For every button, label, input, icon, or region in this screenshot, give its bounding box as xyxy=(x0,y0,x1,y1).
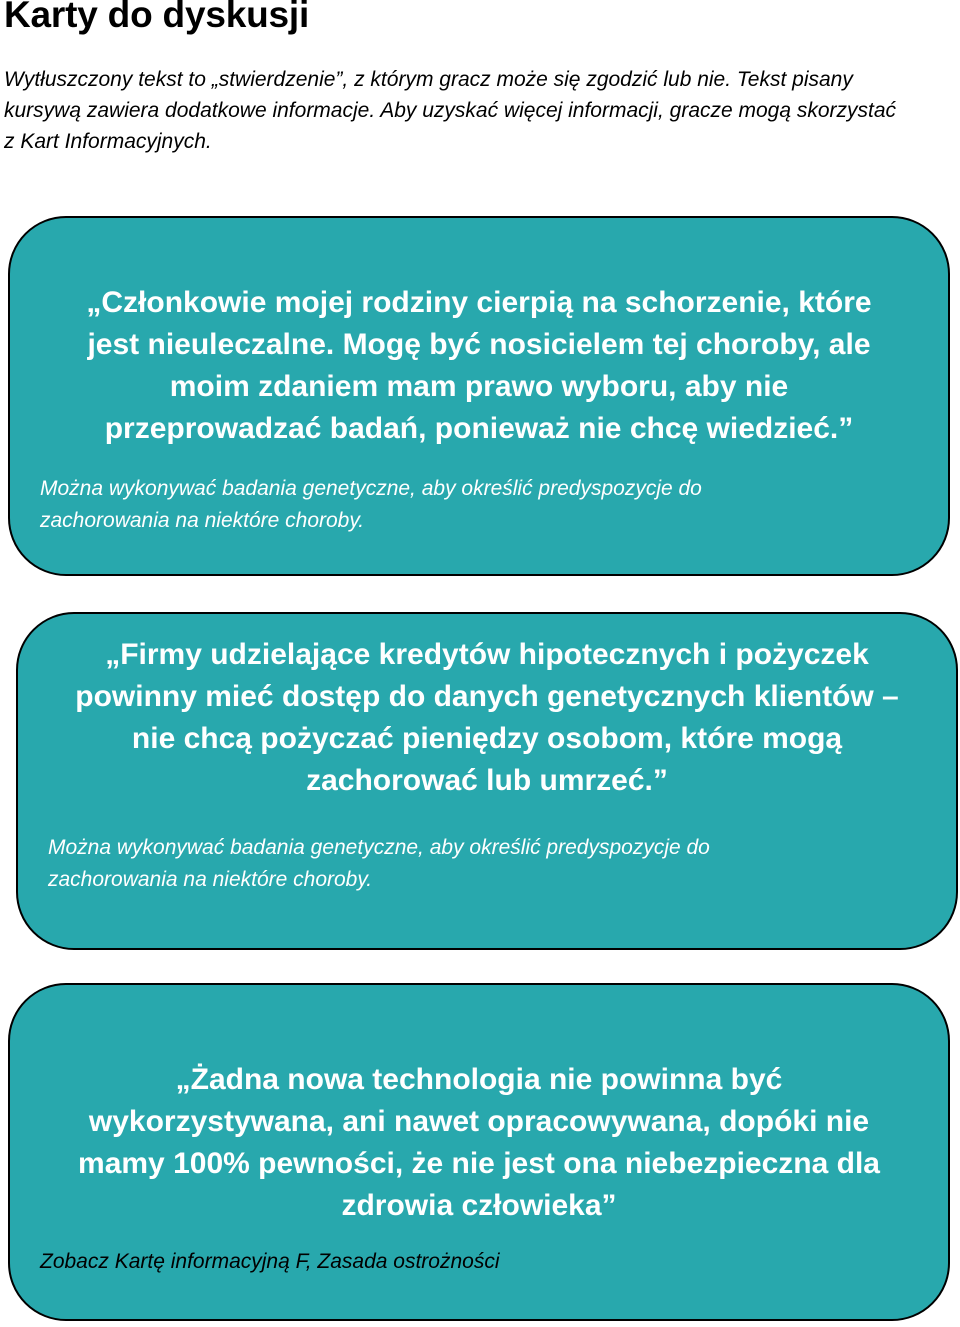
discussion-card-1 xyxy=(8,216,950,576)
statement-line: nie chcą pożyczać pieniędzy osobom, które mogą xyxy=(131,722,843,755)
info-line: Można wykonywać badania genetyczne, aby określić predyspozycje do xyxy=(48,836,710,859)
info-line: zachorowania na niektóre choroby. xyxy=(40,509,365,532)
discussion-card-2 xyxy=(16,612,958,950)
info-line: Można wykonywać badania genetyczne, aby określić predyspozycje do xyxy=(40,477,702,500)
info-line: zachorowania na niektóre choroby. xyxy=(48,868,373,891)
statement-line: jest nieuleczalne. Mogę być nosicielem tej choroby, ale xyxy=(87,328,871,361)
statement-line: „Żadna nowa technologia nie powinna być xyxy=(175,1063,783,1096)
intro-line: Wytłuszczony tekst to „stwierdzenie”, z którym gracz może się zgodzić lub nie. Tekst pisany xyxy=(4,68,853,91)
card-info xyxy=(40,473,702,537)
card-statement xyxy=(10,282,948,450)
statement-line: mamy 100% pewności, że nie jest ona niebezpieczna dla xyxy=(78,1147,880,1180)
statement-line: zdrowia człowieka” xyxy=(341,1189,617,1222)
statement-line: powinny mieć dostęp do danych genetycznych klientów – xyxy=(75,680,899,713)
statement-line: „Członkowie mojej rodziny cierpią na schorzenie, które xyxy=(86,286,872,319)
card-statement xyxy=(10,1059,948,1227)
card-statement xyxy=(18,634,956,802)
statement-line: zachorować lub umrzeć.” xyxy=(306,764,668,797)
info-line: Zobacz Kartę informacyjną F, Zasada ostrożności xyxy=(40,1250,500,1273)
statement-line: przeprowadzać badań, ponieważ nie chcę wiedzieć.” xyxy=(104,412,854,445)
card-info xyxy=(40,1246,500,1278)
intro-line: kursywą zawiera dodatkowe informacje. Aby uzyskać więcej informacji, gracze mogą skorzystać xyxy=(4,99,897,122)
card-info xyxy=(48,832,710,896)
statement-line: moim zdaniem mam prawo wyboru, aby nie xyxy=(169,370,789,403)
page-title: Karty do dyskusji xyxy=(4,0,310,35)
statement-line: „Firmy udzielające kredytów hipotecznych i pożyczek xyxy=(105,638,869,671)
intro-text xyxy=(4,64,954,157)
intro-line: z Kart Informacyjnych. xyxy=(4,130,212,153)
statement-line: wykorzystywana, ani nawet opracowywana, dopóki nie xyxy=(88,1105,870,1138)
discussion-card-3 xyxy=(8,983,950,1321)
